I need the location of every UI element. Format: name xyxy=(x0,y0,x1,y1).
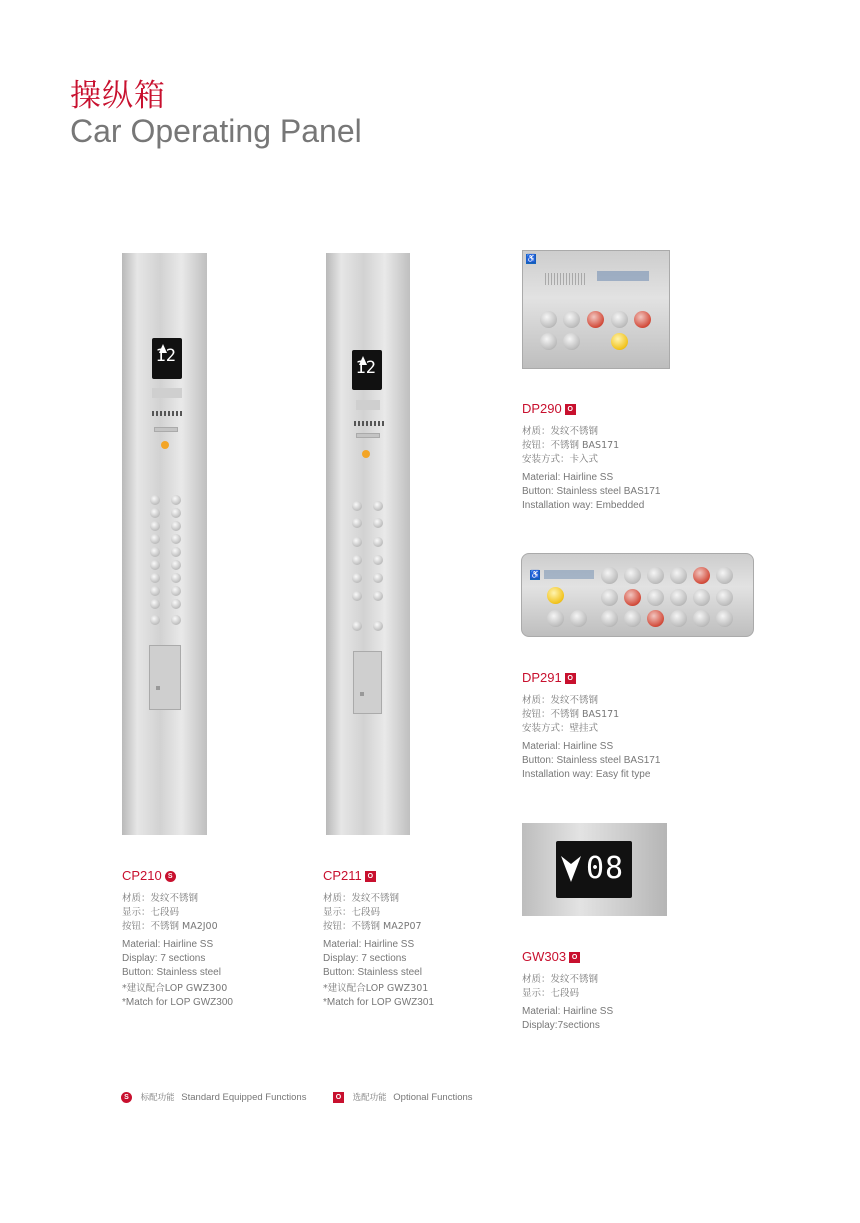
alarm-button[interactable] xyxy=(547,587,564,604)
door-close-button[interactable] xyxy=(373,621,383,631)
hall-display xyxy=(556,841,632,898)
floor-button[interactable] xyxy=(150,547,160,557)
spec-line: Material: Hairline SS xyxy=(522,741,614,752)
legend-label-en: Standard Equipped Functions xyxy=(181,1092,307,1103)
floor-button[interactable] xyxy=(171,495,181,505)
spec-line: Installation way: Easy fit type xyxy=(522,769,651,780)
floor-button[interactable] xyxy=(716,589,733,606)
spec-line: Display: 7 sections xyxy=(122,953,206,964)
cp211-info xyxy=(323,868,493,1010)
spec-en xyxy=(522,471,722,513)
brand-logo xyxy=(597,271,649,281)
direction-arrow-icon xyxy=(561,856,581,882)
cp211-panel-image xyxy=(326,253,410,835)
hall-display-number: 08 xyxy=(586,851,625,886)
floor-button[interactable] xyxy=(352,573,362,583)
spec-line: Material: Hairline SS xyxy=(122,939,214,950)
floor-button[interactable] xyxy=(373,591,383,601)
optional-badge: O xyxy=(565,404,576,415)
floor-button[interactable] xyxy=(171,586,181,596)
model-name: DP290 xyxy=(522,401,562,416)
door-open-button[interactable] xyxy=(547,610,564,627)
floor-button[interactable] xyxy=(171,560,181,570)
floor-button[interactable] xyxy=(150,573,160,583)
floor-button-lit[interactable] xyxy=(647,610,664,627)
spec-zh xyxy=(323,892,493,934)
spec-line: Material: Hairline SS xyxy=(522,1006,614,1017)
spec-line: Button: Stainless steel BAS171 xyxy=(522,755,661,766)
cp210-info xyxy=(122,868,292,1010)
spec-line: 材质：发纹不锈钢 xyxy=(323,893,400,904)
door-close-button[interactable] xyxy=(563,333,580,350)
model-line xyxy=(522,670,722,685)
spec-line: 材质：发纹不锈钢 xyxy=(522,695,599,706)
model-name: DP291 xyxy=(522,670,562,685)
floor-button[interactable] xyxy=(171,521,181,531)
brand-plate xyxy=(356,400,380,410)
gw303-info xyxy=(522,949,722,1033)
floor-button[interactable] xyxy=(670,567,687,584)
floor-button[interactable] xyxy=(150,599,160,609)
model-line xyxy=(522,401,722,416)
floor-button[interactable] xyxy=(670,589,687,606)
spec-en xyxy=(522,1005,722,1033)
spec-line: 按钮：不锈钢 BAS171 xyxy=(522,440,620,451)
spec-line: Button: Stainless steel xyxy=(122,967,221,978)
spec-line: 按钮：不锈钢 MA2J00 xyxy=(122,921,218,932)
floor-button[interactable] xyxy=(171,547,181,557)
spec-line: 显示：七段码 xyxy=(323,907,381,918)
spec-line: 安装方式：卡入式 xyxy=(522,454,599,465)
spec-line: Button: Stainless steel BAS171 xyxy=(522,486,661,497)
floor-button[interactable] xyxy=(540,311,557,328)
floor-button[interactable] xyxy=(670,610,687,627)
floor-button[interactable] xyxy=(624,567,641,584)
floor-button[interactable] xyxy=(352,591,362,601)
spec-line: 显示：七段码 xyxy=(522,988,580,999)
floor-number: 12 xyxy=(155,346,176,366)
floor-button[interactable] xyxy=(716,567,733,584)
spec-zh xyxy=(122,892,292,934)
braille-strip xyxy=(354,421,384,426)
floor-button-lit[interactable] xyxy=(624,589,641,606)
floor-button[interactable] xyxy=(373,537,383,547)
floor-button[interactable] xyxy=(601,589,618,606)
floor-button[interactable] xyxy=(373,518,383,528)
legend-label-en: Optional Functions xyxy=(393,1092,473,1103)
legend-label-zh: 标配功能 xyxy=(140,1093,175,1103)
spec-en xyxy=(323,938,493,980)
model-line xyxy=(522,949,722,964)
spec-line: 材质：发纹不锈钢 xyxy=(522,974,599,985)
dp291-panel-image xyxy=(521,553,754,637)
door-open-button[interactable] xyxy=(150,615,160,625)
spec-line: 按钮：不锈钢 BAS171 xyxy=(522,709,620,720)
floor-button[interactable] xyxy=(647,567,664,584)
floor-button[interactable] xyxy=(150,534,160,544)
floor-button-lit[interactable] xyxy=(693,567,710,584)
match-line: *Match for LOP GWZ301 xyxy=(323,997,434,1008)
floor-button[interactable] xyxy=(150,560,160,570)
service-cabinet xyxy=(149,645,181,710)
floor-button[interactable] xyxy=(352,537,362,547)
optional-badge: O xyxy=(365,871,376,882)
brand-plate xyxy=(152,388,182,398)
spec-zh xyxy=(522,425,722,467)
door-open-button[interactable] xyxy=(352,621,362,631)
speaker-grille xyxy=(545,273,587,285)
model-name: GW303 xyxy=(522,949,567,964)
floor-button[interactable] xyxy=(373,573,383,583)
dp290-info xyxy=(522,401,722,513)
dp291-info xyxy=(522,670,722,782)
spec-en xyxy=(122,938,292,980)
braille-strip xyxy=(152,411,182,416)
match-line: *建议配合LOP GWZ301 xyxy=(323,983,429,994)
floor-button-lit[interactable] xyxy=(634,311,651,328)
spec-line: Button: Stainless steel xyxy=(323,967,422,978)
alarm-button[interactable] xyxy=(611,333,628,350)
floor-display xyxy=(352,350,382,390)
floor-button[interactable] xyxy=(611,311,628,328)
alarm-button[interactable] xyxy=(362,450,370,458)
model-line xyxy=(122,868,292,883)
spec-line: Display:7sections xyxy=(522,1020,600,1031)
floor-button[interactable] xyxy=(171,508,181,518)
optional-badge: O xyxy=(333,1092,344,1103)
spec-line: Material: Hairline SS xyxy=(522,472,614,483)
optional-badge: O xyxy=(569,952,580,963)
floor-button[interactable] xyxy=(352,555,362,565)
page-title-en: Car Operating Panel xyxy=(70,113,362,149)
page-title-zh: 操纵箱 xyxy=(70,78,166,114)
service-cabinet xyxy=(353,651,382,714)
floor-button[interactable] xyxy=(693,589,710,606)
door-close-button[interactable] xyxy=(570,610,587,627)
legend-standard xyxy=(121,1091,306,1103)
spec-line: 材质：发纹不锈钢 xyxy=(122,893,199,904)
floor-button[interactable] xyxy=(171,599,181,609)
spec-line: 安装方式：壁挂式 xyxy=(522,723,599,734)
spec-line: 显示：七段码 xyxy=(122,907,180,918)
floor-button[interactable] xyxy=(150,508,160,518)
floor-button[interactable] xyxy=(150,521,160,531)
floor-button[interactable] xyxy=(647,589,664,606)
floor-button[interactable] xyxy=(171,534,181,544)
floor-number: 12 xyxy=(355,358,376,378)
dp290-panel-image xyxy=(522,250,670,369)
model-name: CP211 xyxy=(323,868,362,883)
match-note xyxy=(323,982,493,1010)
legend-optional xyxy=(333,1091,473,1103)
floor-button[interactable] xyxy=(150,495,160,505)
key-slot xyxy=(154,427,178,432)
spec-zh xyxy=(522,694,722,736)
floor-button[interactable] xyxy=(601,610,618,627)
floor-button[interactable] xyxy=(352,518,362,528)
floor-button[interactable] xyxy=(624,610,641,627)
match-line: *建议配合LOP GWZ300 xyxy=(122,983,228,994)
floor-button-lit[interactable] xyxy=(587,311,604,328)
optional-badge: O xyxy=(565,673,576,684)
brand-logo xyxy=(544,570,594,579)
alarm-button[interactable] xyxy=(161,441,169,449)
spec-en xyxy=(522,740,722,782)
floor-button[interactable] xyxy=(373,501,383,511)
floor-button[interactable] xyxy=(171,573,181,583)
door-close-button[interactable] xyxy=(171,615,181,625)
floor-display xyxy=(152,338,182,379)
spec-line: Material: Hairline SS xyxy=(323,939,415,950)
accessibility-icon: ♿ xyxy=(530,570,540,579)
standard-badge: S xyxy=(121,1092,132,1103)
floor-button[interactable] xyxy=(716,610,733,627)
door-open-button[interactable] xyxy=(540,333,557,350)
spec-line: Display: 7 sections xyxy=(323,953,407,964)
floor-button[interactable] xyxy=(563,311,580,328)
floor-button[interactable] xyxy=(373,555,383,565)
gw303-indicator-image xyxy=(522,823,667,916)
floor-button[interactable] xyxy=(150,586,160,596)
key-slot xyxy=(356,433,380,438)
spec-zh xyxy=(522,973,722,1001)
spec-line: Installation way: Embedded xyxy=(522,500,645,511)
standard-badge: S xyxy=(165,871,176,882)
model-name: CP210 xyxy=(122,868,162,883)
floor-button[interactable] xyxy=(352,501,362,511)
spec-line: 按钮：不锈钢 MA2P07 xyxy=(323,921,422,932)
match-line: *Match for LOP GWZ300 xyxy=(122,997,233,1008)
floor-button[interactable] xyxy=(601,567,618,584)
legend-label-zh: 选配功能 xyxy=(352,1093,387,1103)
model-line xyxy=(323,868,493,883)
floor-button[interactable] xyxy=(693,610,710,627)
match-note xyxy=(122,982,292,1010)
cp210-panel-image xyxy=(122,253,207,835)
spec-line: 材质：发纹不锈钢 xyxy=(522,426,599,437)
accessibility-icon: ♿ xyxy=(526,254,536,263)
